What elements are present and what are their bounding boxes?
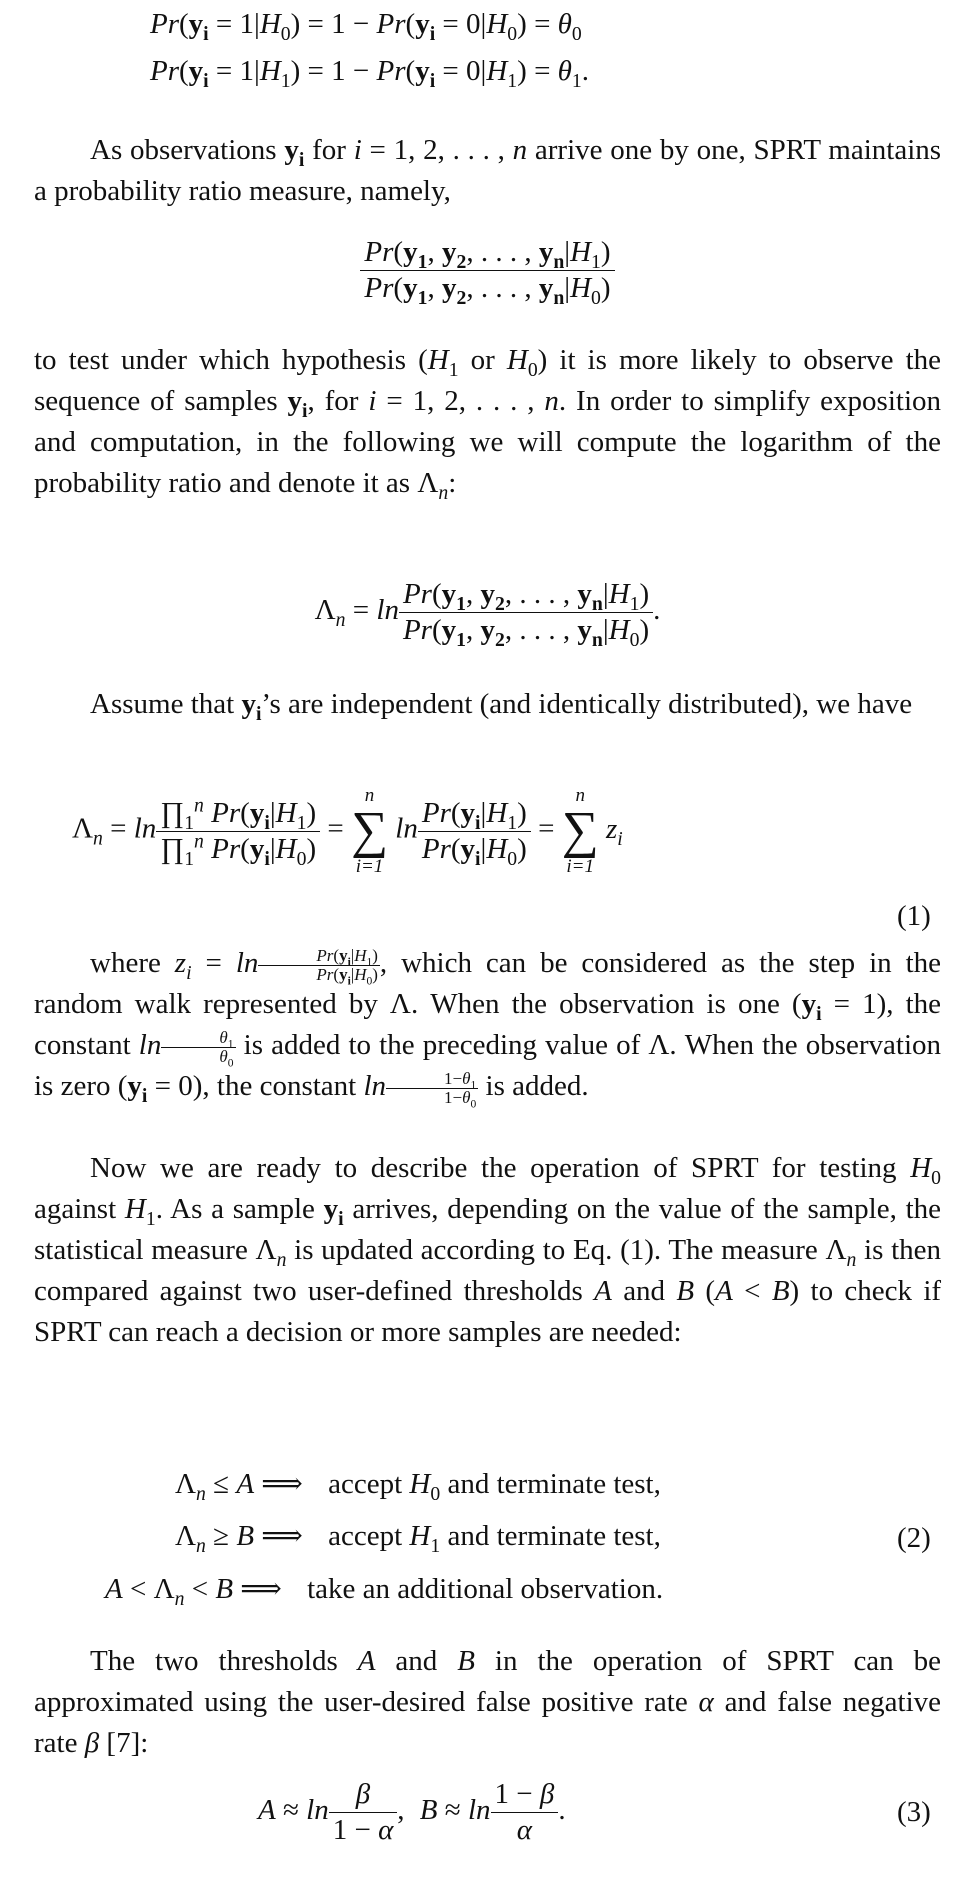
equation-2-line-1: $\Lambda_n \le A$ ⟹ accept $H_0$ and terminate test, bbox=[175, 1468, 661, 1505]
equation-number-3: (3) bbox=[897, 1796, 931, 1828]
equation-number-1: (1) bbox=[897, 900, 931, 932]
paragraph-random-walk: where $z_i = \ln$ $\frac{Pr(y_i|H_1)}{Pr(y_i|H_0)}$ , which can be considered as the step in the random walk represented by Λ. When the observation is one $(y_i = 1)$, the constant ln $\frac{\theta_1}{\theta_0}$ is added to the preceding value of Λ. When the observation is zero $(y_i = 0)$, the constant ln $\frac{1-\theta_1}{1-\theta_0}$ is added. bbox=[34, 945, 942, 1111]
equation-2-line-3: $A < \Lambda_n < B$ ⟹ take an additional observation. bbox=[105, 1573, 664, 1610]
paragraph-sprt-operation: Now we are ready to describe the operation of SPRT for testing $H_0$ against $H_1$. As a sample $y_i$ arrives, depending on the value of the sample, the statistical measure $\Lambda_n$ is updated according to Eq. (1). The measure $\Lambda_n$ is then compared against two user-defined thresholds A and B (A < B) to check if SPRT can reach a decision or more samples are needed: bbox=[34, 1152, 942, 1348]
equation-lambda-definition: $\Lambda_n = \ln$ $\frac{Pr(y_1, y_2, . . . , y_n|H_1)}{Pr(y_1, y_2, . . . , y_n|H_0)}$ . bbox=[314, 578, 661, 651]
equation-probability-ratio: $\frac{Pr(y_1, y_2, . . . , y_n|H_1)}{Pr(y_1, y_2, . . . , y_n|H_0)}$ bbox=[0, 238, 975, 303]
paragraph-hypothesis-test: to test under which hypothesis ($H_1$ or $H_0$) it is more likely to observe the sequence of samples $y_i$, for i = 1, 2, . . . , n. In order to simplify exposition and computation, in the following we will compute the logarithm of the probability ratio and denote it as $\Lambda_n$: bbox=[34, 344, 942, 504]
paragraph-independence: Assume that $y_i’s$ are independent (and identically distributed), we have bbox=[90, 688, 913, 725]
equation-number-2: (2) bbox=[897, 1522, 931, 1554]
equation-3: A ≈ ln $\frac{\beta}{1 - \alpha}$ , B ≈ ln $\frac{1 - \beta}{\alpha}$ . bbox=[258, 1778, 566, 1846]
paragraph-observations: As observations $y_i$ for i = 1, 2, . . . , n arrive one by one, SPRT maintains a probability ratio measure, namely, bbox=[34, 134, 942, 207]
equation-1: $\Lambda_n = \ln$ $\frac{\prod_1^n Pr(y_i|H_1)}{\prod_1^n Pr(y_i|H_0)}$ = n ∑ i=1 ln $\frac{Pr(y_i|H_1)}{Pr(y_i|H_0)}$ = n ∑ i=1 $z_i$ bbox=[72, 785, 623, 877]
equation-2-line-2: $\Lambda_n \ge B$ ⟹ accept $H_1$ and terminate test, bbox=[175, 1520, 661, 1557]
paragraph-thresholds: The two thresholds A and B in the operation of SPRT can be approximated using the user-desired false positive rate α and false negative rate β [7]: bbox=[34, 1645, 942, 1759]
equation-hypothesis-h0: $Pr(y_i = 1|H_0) = 1 - Pr(y_i = 0|H_0) = \theta_0$ bbox=[150, 8, 582, 45]
equation-hypothesis-h1: $Pr(y_i = 1|H_1) = 1 - Pr(y_i = 0|H_1) = \theta_1$. bbox=[150, 55, 590, 92]
